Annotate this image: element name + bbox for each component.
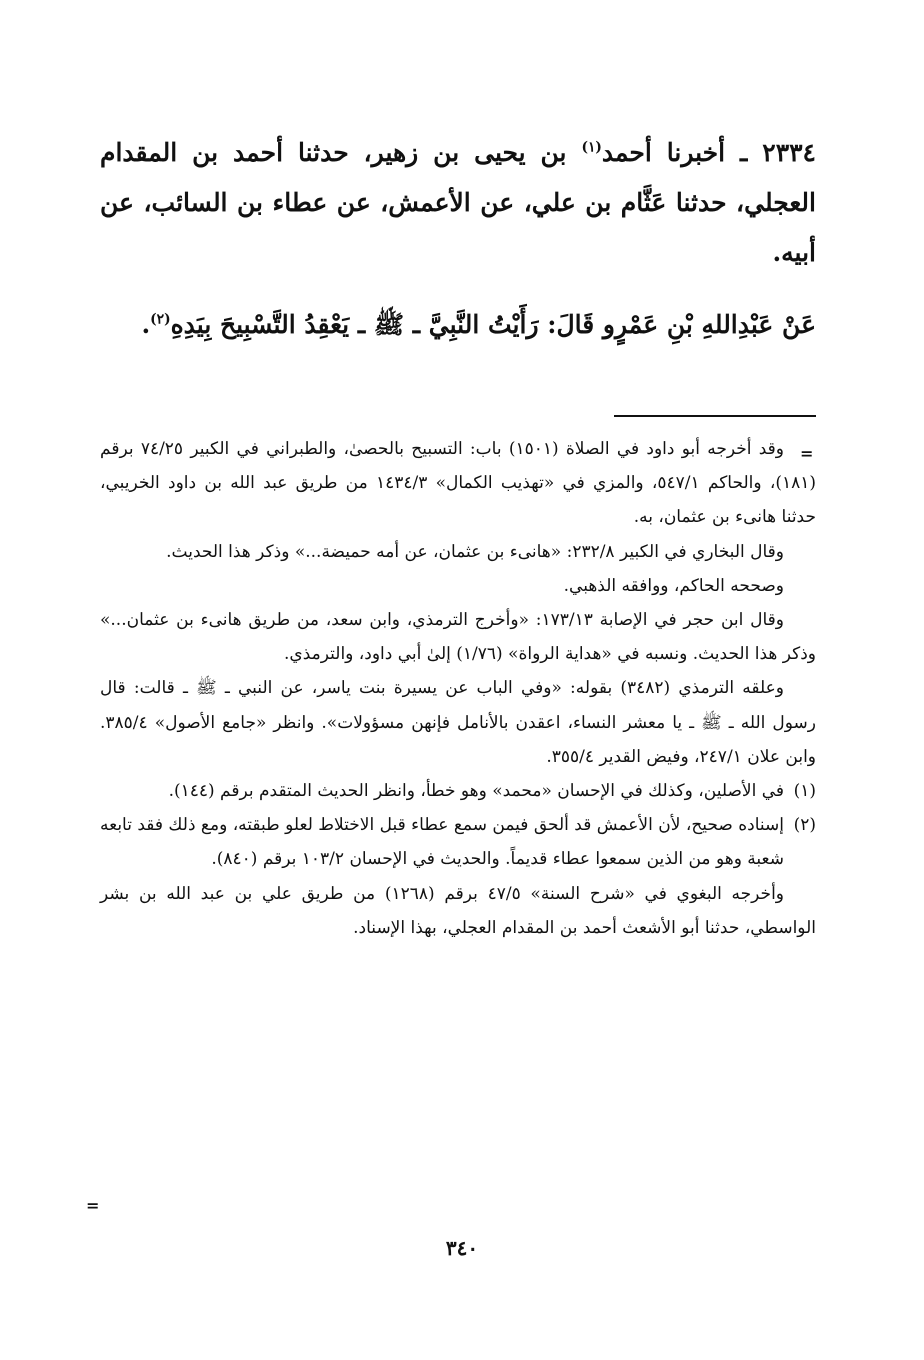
continued-from-previous-page-marker: = bbox=[800, 444, 814, 463]
footnote-continued-paragraph: وصححه الحاكم، ووافقه الذهبي. bbox=[563, 575, 784, 596]
footnote-continued-paragraph: وقال ابن حجر في الإصابة ١٧٣/١٣: «وأخرج الترمذي، وابن سعد، من طريق هانىء بن عثمان...» وذكر هذا الحديث. ونسبه في «هداية الرواة» (١/٧٦) إلىٰ أبي داود، والترمذي. bbox=[100, 610, 816, 665]
page-number: ٣٤٠ bbox=[445, 1236, 479, 1260]
footnote-2 bbox=[100, 808, 816, 876]
continues-on-next-page-marker: = bbox=[86, 1196, 100, 1215]
hadith-isnad-paragraph bbox=[100, 128, 816, 278]
footnote-reference-2: (٢) bbox=[150, 311, 171, 328]
footnotes-section bbox=[100, 432, 816, 945]
footnote-continued-paragraph: وقال البخاري في الكبير ٢٣٢/٨: «هانىء بن عثمان، عن أمه حميضة...» وذكر هذا الحديث. bbox=[166, 541, 784, 562]
hadith-matn-end: . bbox=[141, 310, 151, 339]
footnote-1-text: في الأصلين، وكذلك في الإحسان «محمد» وهو خطأ، وانظر الحديث المتقدم برقم (١٤٤). bbox=[168, 781, 784, 802]
footnote-2-text: إسناده صحيح، لأن الأعمش قد ألحق فيمن سمع عطاء قبل الاختلاط لعلو طبقته، ومع ذلك فقد تابعه شعبة وهو من الذين سمعوا عطاء قديماً. والحديث في الإحسان ١٠٣/٢ برقم (٨٤٠). bbox=[100, 815, 784, 870]
footnote-2-number: (٢) bbox=[793, 815, 816, 836]
footnote-2-continuation: وأخرجه البغوي في «شرح السنة» ٤٧/٥ برقم (١٢٦٨) من طريق علي بن عبد الله بن بشر الواسطي، حدثنا أبو الأشعث أحمد بن المقدام العجلي، بهذا الإسناد. bbox=[100, 883, 816, 938]
footnote-1 bbox=[100, 774, 816, 808]
footnote-continued-paragraph: وقد أخرجه أبو داود في الصلاة (١٥٠١) باب: التسبيح بالحصىٰ، والطبراني في الكبير ٧٤/٢٥ برقم (١٨١)، والحاكم ٥٤٧/١، والمزي في «تهذيب الكمال» ١٤٣٤/٣ من طريق عبد الله بن داود الخريبي، حدثنا هانىء بن عثمان، به. bbox=[100, 439, 816, 528]
footnote-reference-1: (١) bbox=[581, 139, 602, 156]
footnote-1-number: (١) bbox=[793, 781, 816, 802]
hadith-number-and-chain-start: ٢٣٣٤ ـ أخبرنا أحمد bbox=[601, 138, 816, 167]
footnote-separator-line bbox=[614, 415, 816, 417]
footnote-continued-paragraph: وعلقه الترمذي (٣٤٨٢) بقوله: «وفي الباب عن يسيرة بنت ياسر، عن النبي ـ ﷺ ـ قالت: قال رسول الله ـ ﷺ ـ يا معشر النساء، اعقدن بالأنامل فإنهن مسؤولات». وانظر «جامع الأصول» ٣٨٥/٤. وابن علان ٢٤٧/١، وفيض القدير ٣٥٥/٤. bbox=[100, 678, 816, 767]
hadith-matn-paragraph bbox=[100, 296, 816, 354]
hadith-matn-text: عَنْ عَبْدِاللهِ بْنِ عَمْرٍو قَالَ: رَأَيْتُ النَّبِيَّ ـ ﷺ ـ يَعْقِدُ التَّسْبِيحَ بِيَدِهِ bbox=[170, 310, 816, 339]
hadith-chain-continuation: بن يحيى بن زهير، حدثنا أحمد بن المقدام العجلي، حدثنا عَثَّام بن علي، عن الأعمش، عن عطاء بن السائب، عن أبيه. bbox=[100, 138, 816, 267]
